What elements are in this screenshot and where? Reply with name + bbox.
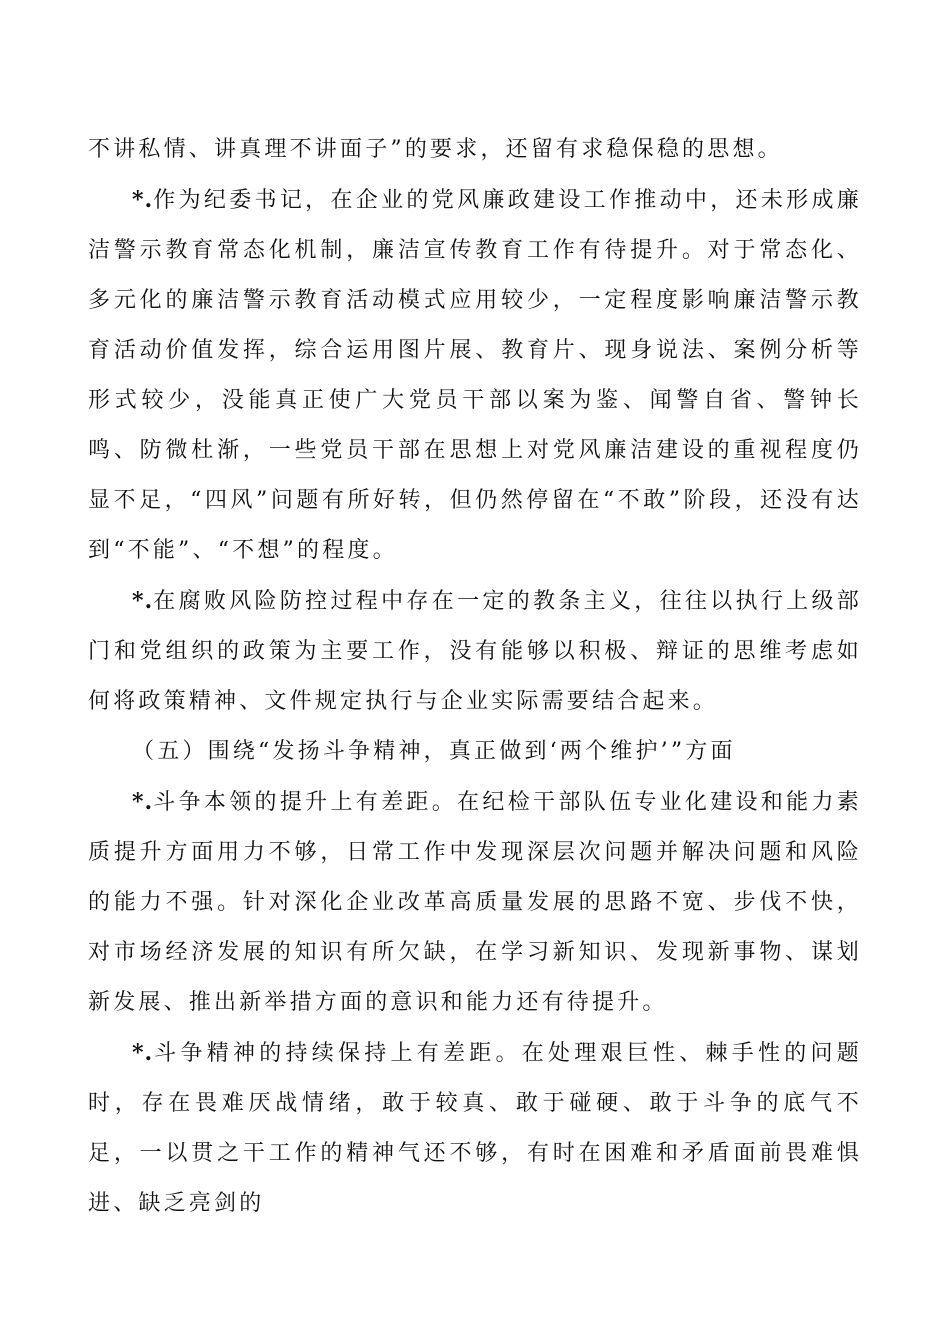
list-marker: *.	[132, 789, 154, 815]
document-body	[88, 125, 862, 1229]
paragraph-item	[88, 576, 862, 727]
list-marker: *.	[132, 1040, 154, 1066]
paragraph-text: 作为纪委书记，在企业的党风廉政建设工作推动中，还未形成廉洁警示教育常态化机制，廉洁宣传教育工作有待提升。对于常态化、多元化的廉洁警示教育活动模式应用较少，一定程度影响廉洁警示教育活动价值发挥，综合运用图片展、教育片、现身说法、案例分析等形式较少，没能真正使广大党员干部以案为鉴、闻警自省、警钟长鸣、防微杜渐，一些党员干部在思想上对党风廉洁建设的重视程度仍显不足，“四风”问题有所好转，但仍然停留在“不敢”阶段，还没有达到“不能”、“不想”的程度。	[88, 188, 862, 563]
section-heading	[88, 727, 862, 777]
paragraph-text: 不讲私情、讲真理不讲面子”的要求，还留有求稳保稳的思想。	[88, 137, 783, 162]
paragraph-text: 斗争精神的持续保持上有差距。在处理艰巨性、棘手性的问题时，存在畏难厌战情绪，敢于较真、敢于碰硬、敢于斗争的底气不足，一以贯之干工作的精神气还不够，有时在困难和矛盾面前畏难惧进、缺乏亮剑的	[88, 1041, 862, 1216]
list-marker: *.	[132, 588, 154, 614]
paragraph-item	[88, 175, 862, 576]
paragraph-text: 在腐败风险防控过程中存在一定的教条主义，往往以执行上级部门和党组织的政策为主要工作，没有能够以积极、辩证的思维考虑如何将政策精神、文件规定执行与企业实际需要结合起来。	[88, 589, 862, 714]
paragraph-item	[88, 777, 862, 1028]
list-marker: *.	[132, 187, 154, 213]
paragraph-item	[88, 1028, 862, 1229]
paragraph-continuation	[88, 125, 862, 175]
paragraph-text: 斗争本领的提升上有差距。在纪检干部队伍专业化建设和能力素质提升方面用力不够，日常工作中发现深层次问题并解决问题和风险的能力不强。针对深化企业改革高质量发展的思路不宽、步伐不快，对市场经济发展的知识有所欠缺，在学习新知识、发现新事物、谋划新发展、推出新举措方面的意识和能力还有待提升。	[88, 790, 862, 1015]
section-heading-text: （五）围绕“发扬斗争精神，真正做到‘两个维护’”方面	[132, 739, 736, 764]
